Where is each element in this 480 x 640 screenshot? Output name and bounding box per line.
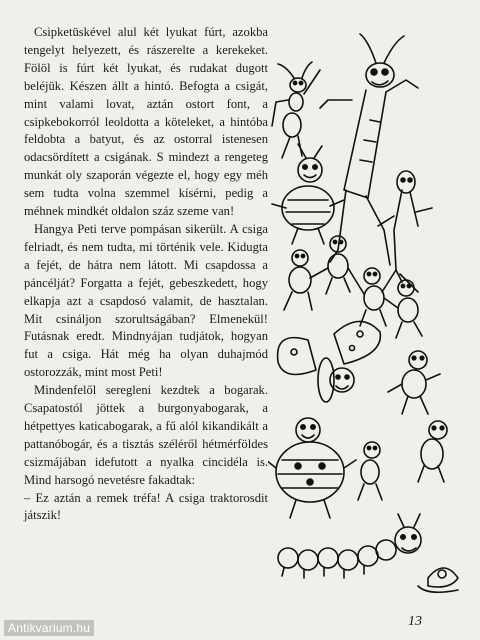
paragraph-3: Mindenfelől seregleni kezdtek a bogarak. Csapatostól jöttek a burgonyabogarak, a hétpettyes katicabogarak, a fű alól kikandikált a pattanóbogár, és a tisztás széléről hétmérföldes csizmájában idefutott a nyalka cincidéla is. Mind harsogó nevetésre fakadtak: — [24, 383, 268, 487]
potato-beetle-figure — [268, 418, 356, 518]
watermark: Antikvarium.hu — [4, 620, 94, 636]
insects-illustration — [268, 30, 464, 610]
right-bugs — [388, 351, 447, 482]
beetle-figure — [272, 144, 344, 244]
paragraph-1: Csipketüskével alul két lyukat fúrt, azokba tengelyt helyezett, és rászerelte a kerekeket. Fölöl is fúrt két lyukat, és rudakat dugott beléjük. Készen állt a hintó. Befogta a csigát, mint valami lovat, aztán ostort font, a csipkebokorról leoldotta a köteleket, a hintóba feldobta a batyut, és az ostorral istenesen odacsördített a csigának. S mindezt a rengeteg munkát oly szaporán végezte el, hogy egy méh sem tudta volna szemmel kísérni, pedig a méhnek mindkét oldalon száz szeme van! — [24, 25, 268, 219]
paragraph-2: Hangya Peti terve pompásan sikerült. A csiga felriadt, és nem tudta, mi történik vele. Kidugta a fejét, de hátra nem látott. Mi csapdossa a páncélját? Forgatta a fejét, gebeszkedett, hogy elkapja azt a csapdosó valamit, de hasztalan. Mit csináljon szorultságában? Elmenekül! Futásnak eredt. Mindnyájan tudjátok, hogyan fut a csiga. Hát még ha olyan duhajmód ostorozzák, mint most Peti! — [24, 221, 268, 380]
small-bugs-mid — [358, 442, 382, 500]
paragraph-4-dialog: – Ez aztán a remek tréfa! A csiga traktorosdit játszik! — [24, 490, 268, 523]
page-number: 13 — [408, 614, 422, 629]
snail-figure — [418, 568, 458, 592]
ant-with-staff — [272, 62, 320, 158]
caterpillar-figure — [278, 514, 421, 578]
grasshopper-figure — [320, 34, 418, 265]
butterfly-figure — [278, 321, 381, 402]
body-text — [24, 24, 268, 525]
mantis-figure — [378, 171, 432, 292]
